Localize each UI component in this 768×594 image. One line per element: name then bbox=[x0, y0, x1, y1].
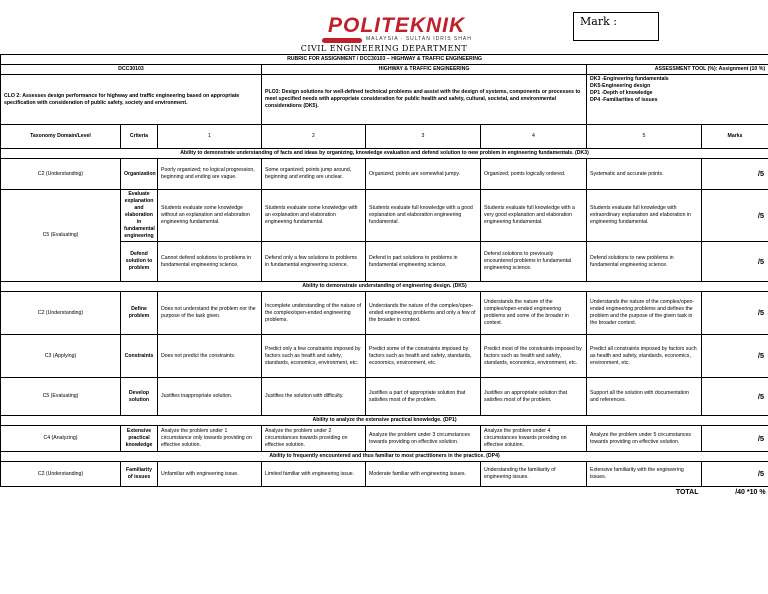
marks-cell: /5 bbox=[702, 426, 768, 452]
criteria-cell: Extensive practical knowledge bbox=[121, 426, 158, 452]
logo-swoosh bbox=[322, 38, 362, 43]
criteria-cell: Evaluate explanation and elaboration in fundamental engineering bbox=[121, 190, 158, 242]
descriptor-cell: Defend solutions to new problems in fundamental engineering science. bbox=[587, 242, 702, 282]
taxonomy-cell: C5 (Evaluating) bbox=[1, 378, 121, 416]
marks-cell: /5 bbox=[702, 335, 768, 378]
descriptor-cell: Poorly organized; no logical progression, beginning and ending are vague. bbox=[158, 159, 262, 190]
descriptor-cell: Support all the solution with documentation and references. bbox=[587, 378, 702, 416]
descriptor-cell: Incomplete understanding of the nature of the complex/open-ended engineering problems. bbox=[262, 292, 366, 335]
descriptor-cell: Understands the nature of the complex/open-ended engineering problems and defines the problem and the purpose of the given task in the broader context. bbox=[587, 292, 702, 335]
descriptor-cell: Justifies a part of appropriate solution that satisfies most of the problem. bbox=[366, 378, 481, 416]
descriptor-cell: Students evaluate some knowledge with an explanation and elaboration engineering fundamental. bbox=[262, 190, 366, 242]
section-heading: Ability to analyze the extensive practical knowledge. (DP1) bbox=[1, 416, 768, 426]
descriptor-cell: Justifies inappropriate solution. bbox=[158, 378, 262, 416]
descriptor-cell: Analyze the problem under 3 circumstances towards providing on effective solution. bbox=[366, 426, 481, 452]
course-code: DCC30103 bbox=[1, 65, 262, 75]
politeknik-logo bbox=[318, 14, 472, 44]
descriptor-cell: Analyze the problem under 4 circumstances towards providing on effective solution. bbox=[481, 426, 587, 452]
total-label: TOTAL bbox=[675, 489, 699, 497]
descriptor-cell: Organized; points are somewhat jumpy. bbox=[366, 159, 481, 190]
descriptor-cell: Predict some of the constraints imposed by factors such as health and safety, standards, economics, environment, etc. bbox=[366, 335, 481, 378]
descriptor-cell: Does not understand the problem nor the purpose of the task given. bbox=[158, 292, 262, 335]
dk-item: DK5-Engineering design bbox=[590, 83, 651, 90]
descriptor-cell: Moderate familiar with engineering issues. bbox=[366, 462, 481, 487]
assessment-tool: ASSESSMENT TOOL (%): Assignment (10 %) bbox=[587, 65, 768, 75]
descriptor-cell: Systematic and accurate points. bbox=[587, 159, 702, 190]
descriptor-cell: Organized; points logically ordered. bbox=[481, 159, 587, 190]
header-score-2: 2 bbox=[262, 125, 366, 149]
descriptor-cell: Students evaluate full knowledge with a very good explanation and elaboration engineering fundamental. bbox=[481, 190, 587, 242]
total-value: /40 *10 % bbox=[735, 489, 766, 497]
header-score-1: 1 bbox=[158, 125, 262, 149]
descriptor-cell: Unfamiliar with engineering issue. bbox=[158, 462, 262, 487]
descriptor-cell: Predict only a few constraints imposed by factors such as health and safety, standards, economics, environment, etc. bbox=[262, 335, 366, 378]
course-name: HIGHWAY & TRAFFIC ENGINEERING bbox=[262, 65, 587, 75]
section-heading: Ability to demonstrate understanding of facts and ideas by organizing, knowledge evaluation and defend solution to new problem in engineering fundamentals. (DK3) bbox=[1, 149, 768, 159]
descriptor-cell: Analyze the problem under 2 circumstances towards providing on effective solution. bbox=[262, 426, 366, 452]
descriptor-cell: Predict most of the constraints imposed by factors such as health and safety, standards, economics, environment, etc. bbox=[481, 335, 587, 378]
descriptor-cell: Students evaluate some knowledge without an explanation and elaboration engineering fundamental. bbox=[158, 190, 262, 242]
section-heading: Ability to demonstrate understanding of engineering design. (DK5) bbox=[1, 282, 768, 292]
descriptor-cell: Defend in part solutions to problems in fundamental engineering science. bbox=[366, 242, 481, 282]
rubric-title: RUBRIC FOR ASSIGNMENT / DCC30103 – HIGHWAY & TRAFFIC ENGINEERING bbox=[1, 55, 768, 65]
clo-statement: CLO 2: Assesses design performance for highway and traffic engineering based on appropriate specification with consideration of public safety, society and environment. bbox=[1, 75, 262, 125]
descriptor-cell: Extensive familiarity with the engineering issues. bbox=[587, 462, 702, 487]
marks-cell: /5 bbox=[702, 462, 768, 487]
rubric-table bbox=[0, 54, 768, 499]
descriptor-cell: Understands the nature of the complex/open-ended engineering problems and only a few of the broader in context. bbox=[366, 292, 481, 335]
criteria-cell: Define problem bbox=[121, 292, 158, 335]
department-title: CIVIL ENGINEERING DEPARTMENT bbox=[300, 44, 468, 53]
taxonomy-cell: C2 (Understanding) bbox=[1, 462, 121, 487]
taxonomy-cell: C2 (Understanding) bbox=[1, 292, 121, 335]
descriptor-cell: Defend only a few solutions to problems in fundamental engineering science. bbox=[262, 242, 366, 282]
marks-cell: /5 bbox=[702, 242, 768, 282]
descriptor-cell: Analyze the problem under 5 circumstances towards providing on effective solution. bbox=[587, 426, 702, 452]
marks-cell: /5 bbox=[702, 292, 768, 335]
taxonomy-cell: C3 (Applying) bbox=[1, 335, 121, 378]
header-criteria: Criteria bbox=[121, 125, 158, 149]
plo-statement: PLO3: Design solutions for well-defined technical problems and assist with the design of systems, components or processes to meet specified needs with appropriate consideration for public health and safety, cultural, societal, and environmental considerations (DK5). bbox=[262, 75, 587, 125]
header-score-3: 3 bbox=[366, 125, 481, 149]
header-taxonomy: Taxonomy Domain/Level bbox=[1, 125, 121, 149]
marks-cell: /5 bbox=[702, 159, 768, 190]
criteria-cell: Organization bbox=[121, 159, 158, 190]
taxonomy-cell: C5 (Evaluating) bbox=[1, 190, 121, 282]
descriptor-cell: Justifies an appropriate solution that satisfies most of the problem. bbox=[481, 378, 587, 416]
header-marks: Marks bbox=[702, 125, 768, 149]
criteria-cell: Defend solution to problem bbox=[121, 242, 158, 282]
descriptor-cell: Analyze the problem under 1 circumstance only towards providing on effective solution. bbox=[158, 426, 262, 452]
descriptor-cell: Understanding the familiarity of engineering issues. bbox=[481, 462, 587, 487]
mark-box bbox=[573, 12, 659, 41]
taxonomy-cell: C4 (Analyzing) bbox=[1, 426, 121, 452]
dk-item: DP4 -Familiarities of issues bbox=[590, 97, 658, 104]
section-heading: Ability to frequently encountered and thus familiar to most practitioners in the practice. (DP4) bbox=[1, 452, 768, 462]
descriptor-cell: Justifies the solution with difficulty. bbox=[262, 378, 366, 416]
logo-wordmark: POLITEKNIK bbox=[328, 14, 466, 37]
marks-cell: /5 bbox=[702, 190, 768, 242]
marks-cell: /5 bbox=[702, 378, 768, 416]
dk-item: DP1 -Depth of knowledge bbox=[590, 90, 653, 97]
header-score-5: 5 bbox=[587, 125, 702, 149]
descriptor-cell: Defend solutions to previously encountered problems in fundamental engineering science. bbox=[481, 242, 587, 282]
criteria-cell: Develop solution bbox=[121, 378, 158, 416]
descriptor-cell: Understands the nature of the complex/open-ended engineering problems and some of the broader in context. bbox=[481, 292, 587, 335]
descriptor-cell: Cannot defend solutions to problems in fundamental engineering science. bbox=[158, 242, 262, 282]
criteria-cell: Familiarity of issues bbox=[121, 462, 158, 487]
descriptor-cell: Predict all constraints imposed by factors such as health and safety, standards, economics, environment, etc. bbox=[587, 335, 702, 378]
descriptor-cell: Does not predict the constraints. bbox=[158, 335, 262, 378]
descriptor-cell: Some organized; points jump around, beginning and ending are unclear. bbox=[262, 159, 366, 190]
descriptor-cell: Limited familiar with engineering issue. bbox=[262, 462, 366, 487]
header-score-4: 4 bbox=[481, 125, 587, 149]
descriptor-cell: Students evaluate full knowledge with extraordinary explanation and elaboration in engineering fundamental. bbox=[587, 190, 702, 242]
dk-item: DK3 -Engineering fundamentals bbox=[590, 76, 669, 83]
descriptor-cell: Students evaluate full knowledge with a good explanation and elaboration engineering fundamental. bbox=[366, 190, 481, 242]
dk-list bbox=[587, 75, 768, 125]
taxonomy-cell: C2 (Understanding) bbox=[1, 159, 121, 190]
logo-subtitle: MALAYSIA · SULTAN IDRIS SHAH bbox=[366, 36, 472, 42]
mark-label: Mark : bbox=[580, 15, 617, 28]
criteria-cell: Constraints bbox=[121, 335, 158, 378]
